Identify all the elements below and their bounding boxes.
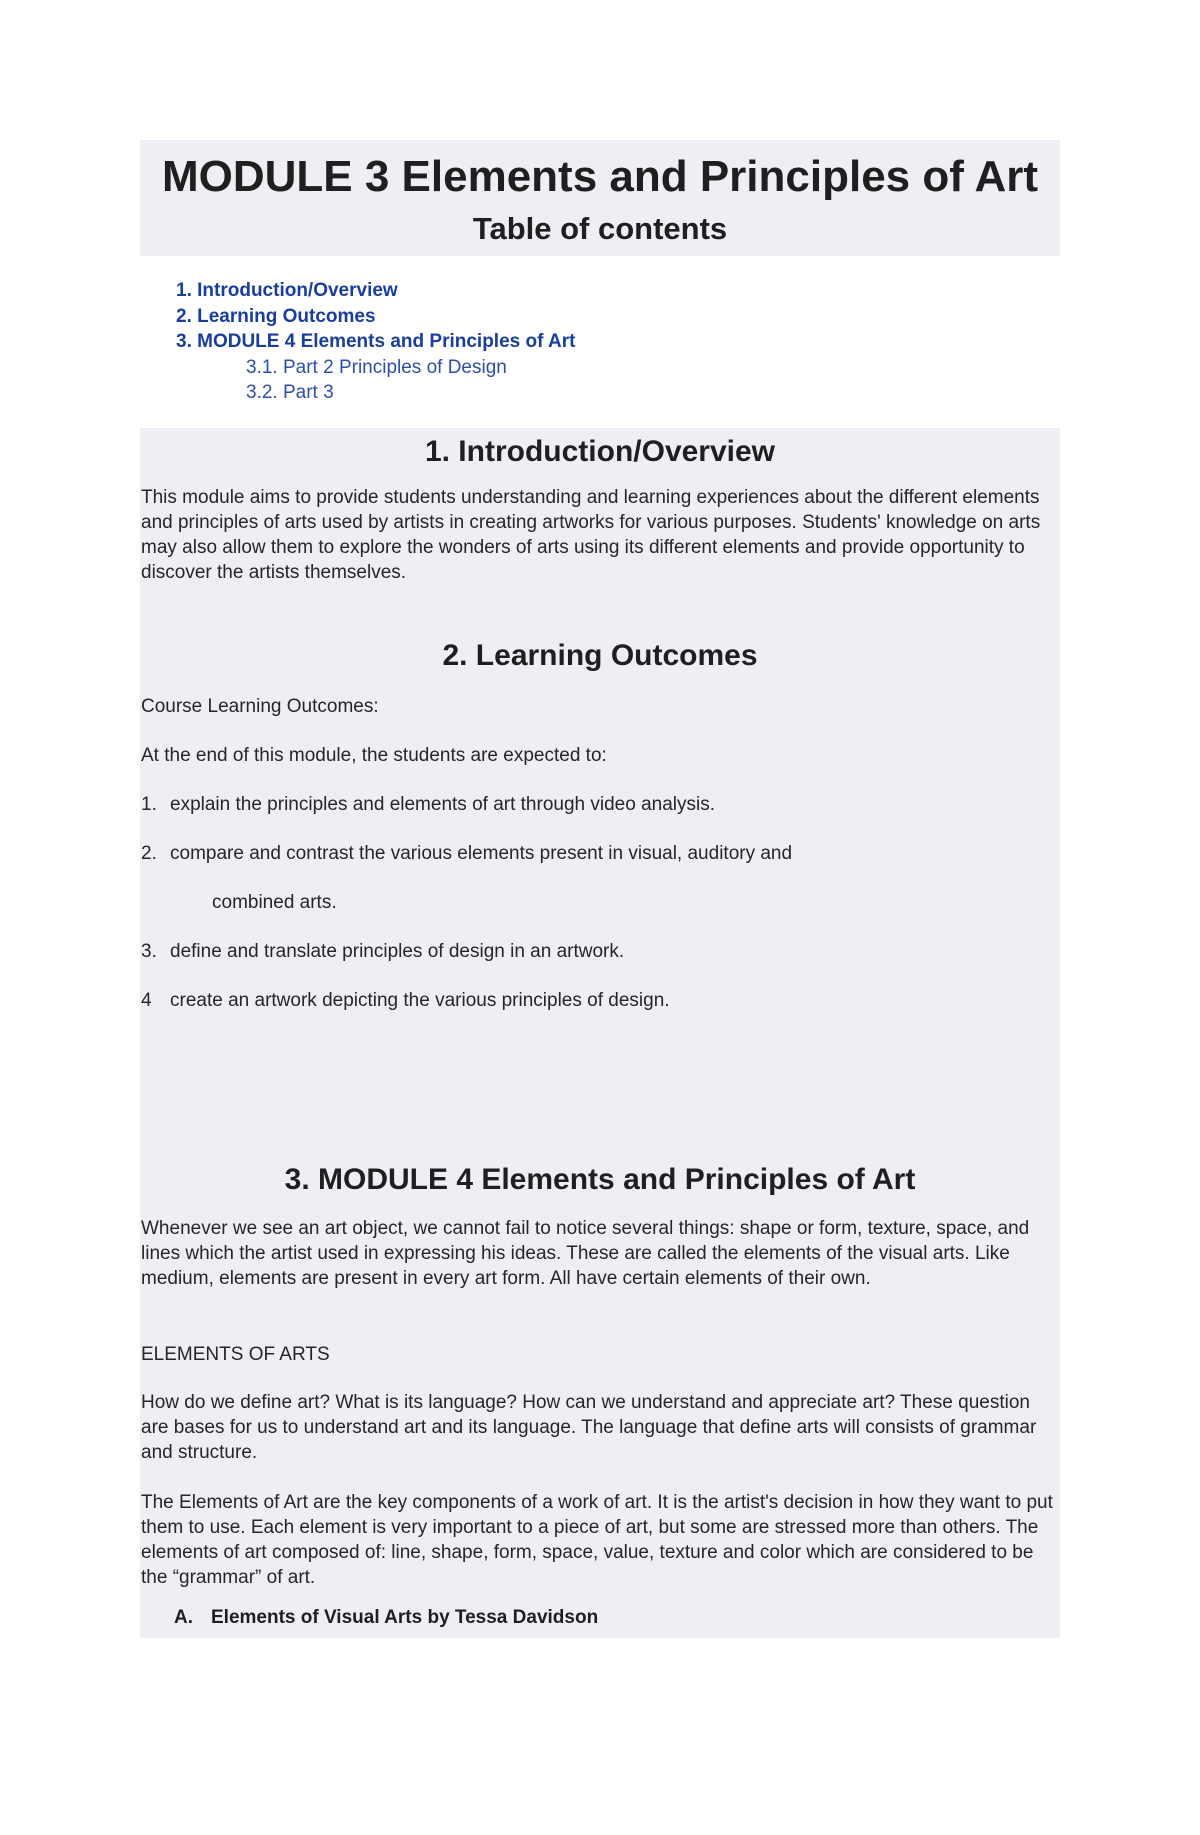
outcome-number: 3. bbox=[141, 941, 157, 962]
outcome-item-2-continued: combined arts. bbox=[212, 892, 337, 913]
outcomes-heading: 2. Learning Outcomes bbox=[442, 639, 758, 672]
outcome-number: 1. bbox=[141, 794, 157, 815]
outcomes-lead: At the end of this module, the students are expected to: bbox=[141, 745, 607, 766]
table-of-contents bbox=[176, 278, 976, 406]
toc-heading: Table of contents bbox=[472, 211, 728, 246]
outcome-item-3 bbox=[141, 939, 624, 964]
outcome-item-2 bbox=[141, 841, 792, 866]
toc-link-part-2[interactable]: 3.1. Part 2 Principles of Design bbox=[246, 356, 507, 378]
toc-link-module-4[interactable]: 3. MODULE 4 Elements and Principles of Art bbox=[176, 331, 576, 352]
outcome-text: explain the principles and elements of art through video analysis. bbox=[170, 794, 715, 815]
outcome-item-4 bbox=[141, 988, 670, 1013]
module4-paragraph-2: How do we define art? What is its language? How can we understand and appreciate art? These question are bases for us to understand art and its language. The language that define arts will consists of grammar and structure. bbox=[141, 1392, 1037, 1463]
title-block bbox=[140, 140, 1060, 256]
module4-heading: 3. MODULE 4 Elements and Principles of Art bbox=[284, 1163, 916, 1196]
course-outcomes-label: Course Learning Outcomes: bbox=[141, 696, 379, 717]
toc-link-introduction[interactable]: 1. Introduction/Overview bbox=[176, 280, 398, 301]
intro-heading: 1. Introduction/Overview bbox=[424, 435, 776, 468]
outcome-text: define and translate principles of design in an artwork. bbox=[170, 941, 625, 962]
intro-paragraph: This module aims to provide students understanding and learning experiences about the different elements and principles of arts used by artists in creating artworks for various purposes. Students' knowledge on arts may also allow them to explore the wonders of arts using its different elements and provide opportunity to discover the artists themselves. bbox=[141, 487, 1041, 583]
module4-paragraph-3: The Elements of Art are the key components of a work of art. It is the artist's decision in how they want to put them to use. Each element is very important to a piece of art, but some are stressed more than others. The elements of art composed of: line, shape, form, space, value, texture and color which are considered to be the “grammar” of art. bbox=[141, 1492, 1053, 1588]
document-title: MODULE 3 Elements and Principles of Art bbox=[161, 152, 1039, 201]
outcome-item-1 bbox=[141, 792, 715, 817]
outcome-number: 2. bbox=[141, 843, 157, 864]
content-block bbox=[140, 428, 1060, 1638]
toc-link-learning-outcomes[interactable]: 2. Learning Outcomes bbox=[176, 305, 376, 327]
toc-link-part-3[interactable]: 3.2. Part 3 bbox=[246, 382, 334, 403]
elements-of-arts-label: ELEMENTS OF ARTS bbox=[141, 1344, 330, 1365]
module4-paragraph-1: Whenever we see an art object, we cannot fail to notice several things: shape or form, texture, space, and lines which the artist used in expressing his ideas. These are called the elements of the visual arts. Like medium, elements are present in every art form. All have certain elements of their own. bbox=[141, 1218, 1030, 1289]
outcome-text: create an artwork depicting the various principles of design. bbox=[170, 990, 670, 1011]
outcome-text: compare and contrast the various elements present in visual, auditory and bbox=[170, 843, 793, 864]
outcome-number: 4 bbox=[141, 990, 152, 1011]
subheading-letter: A. bbox=[174, 1607, 193, 1628]
elements-subheading bbox=[174, 1605, 598, 1630]
subheading-text: Elements of Visual Arts by Tessa Davidson bbox=[211, 1607, 599, 1628]
